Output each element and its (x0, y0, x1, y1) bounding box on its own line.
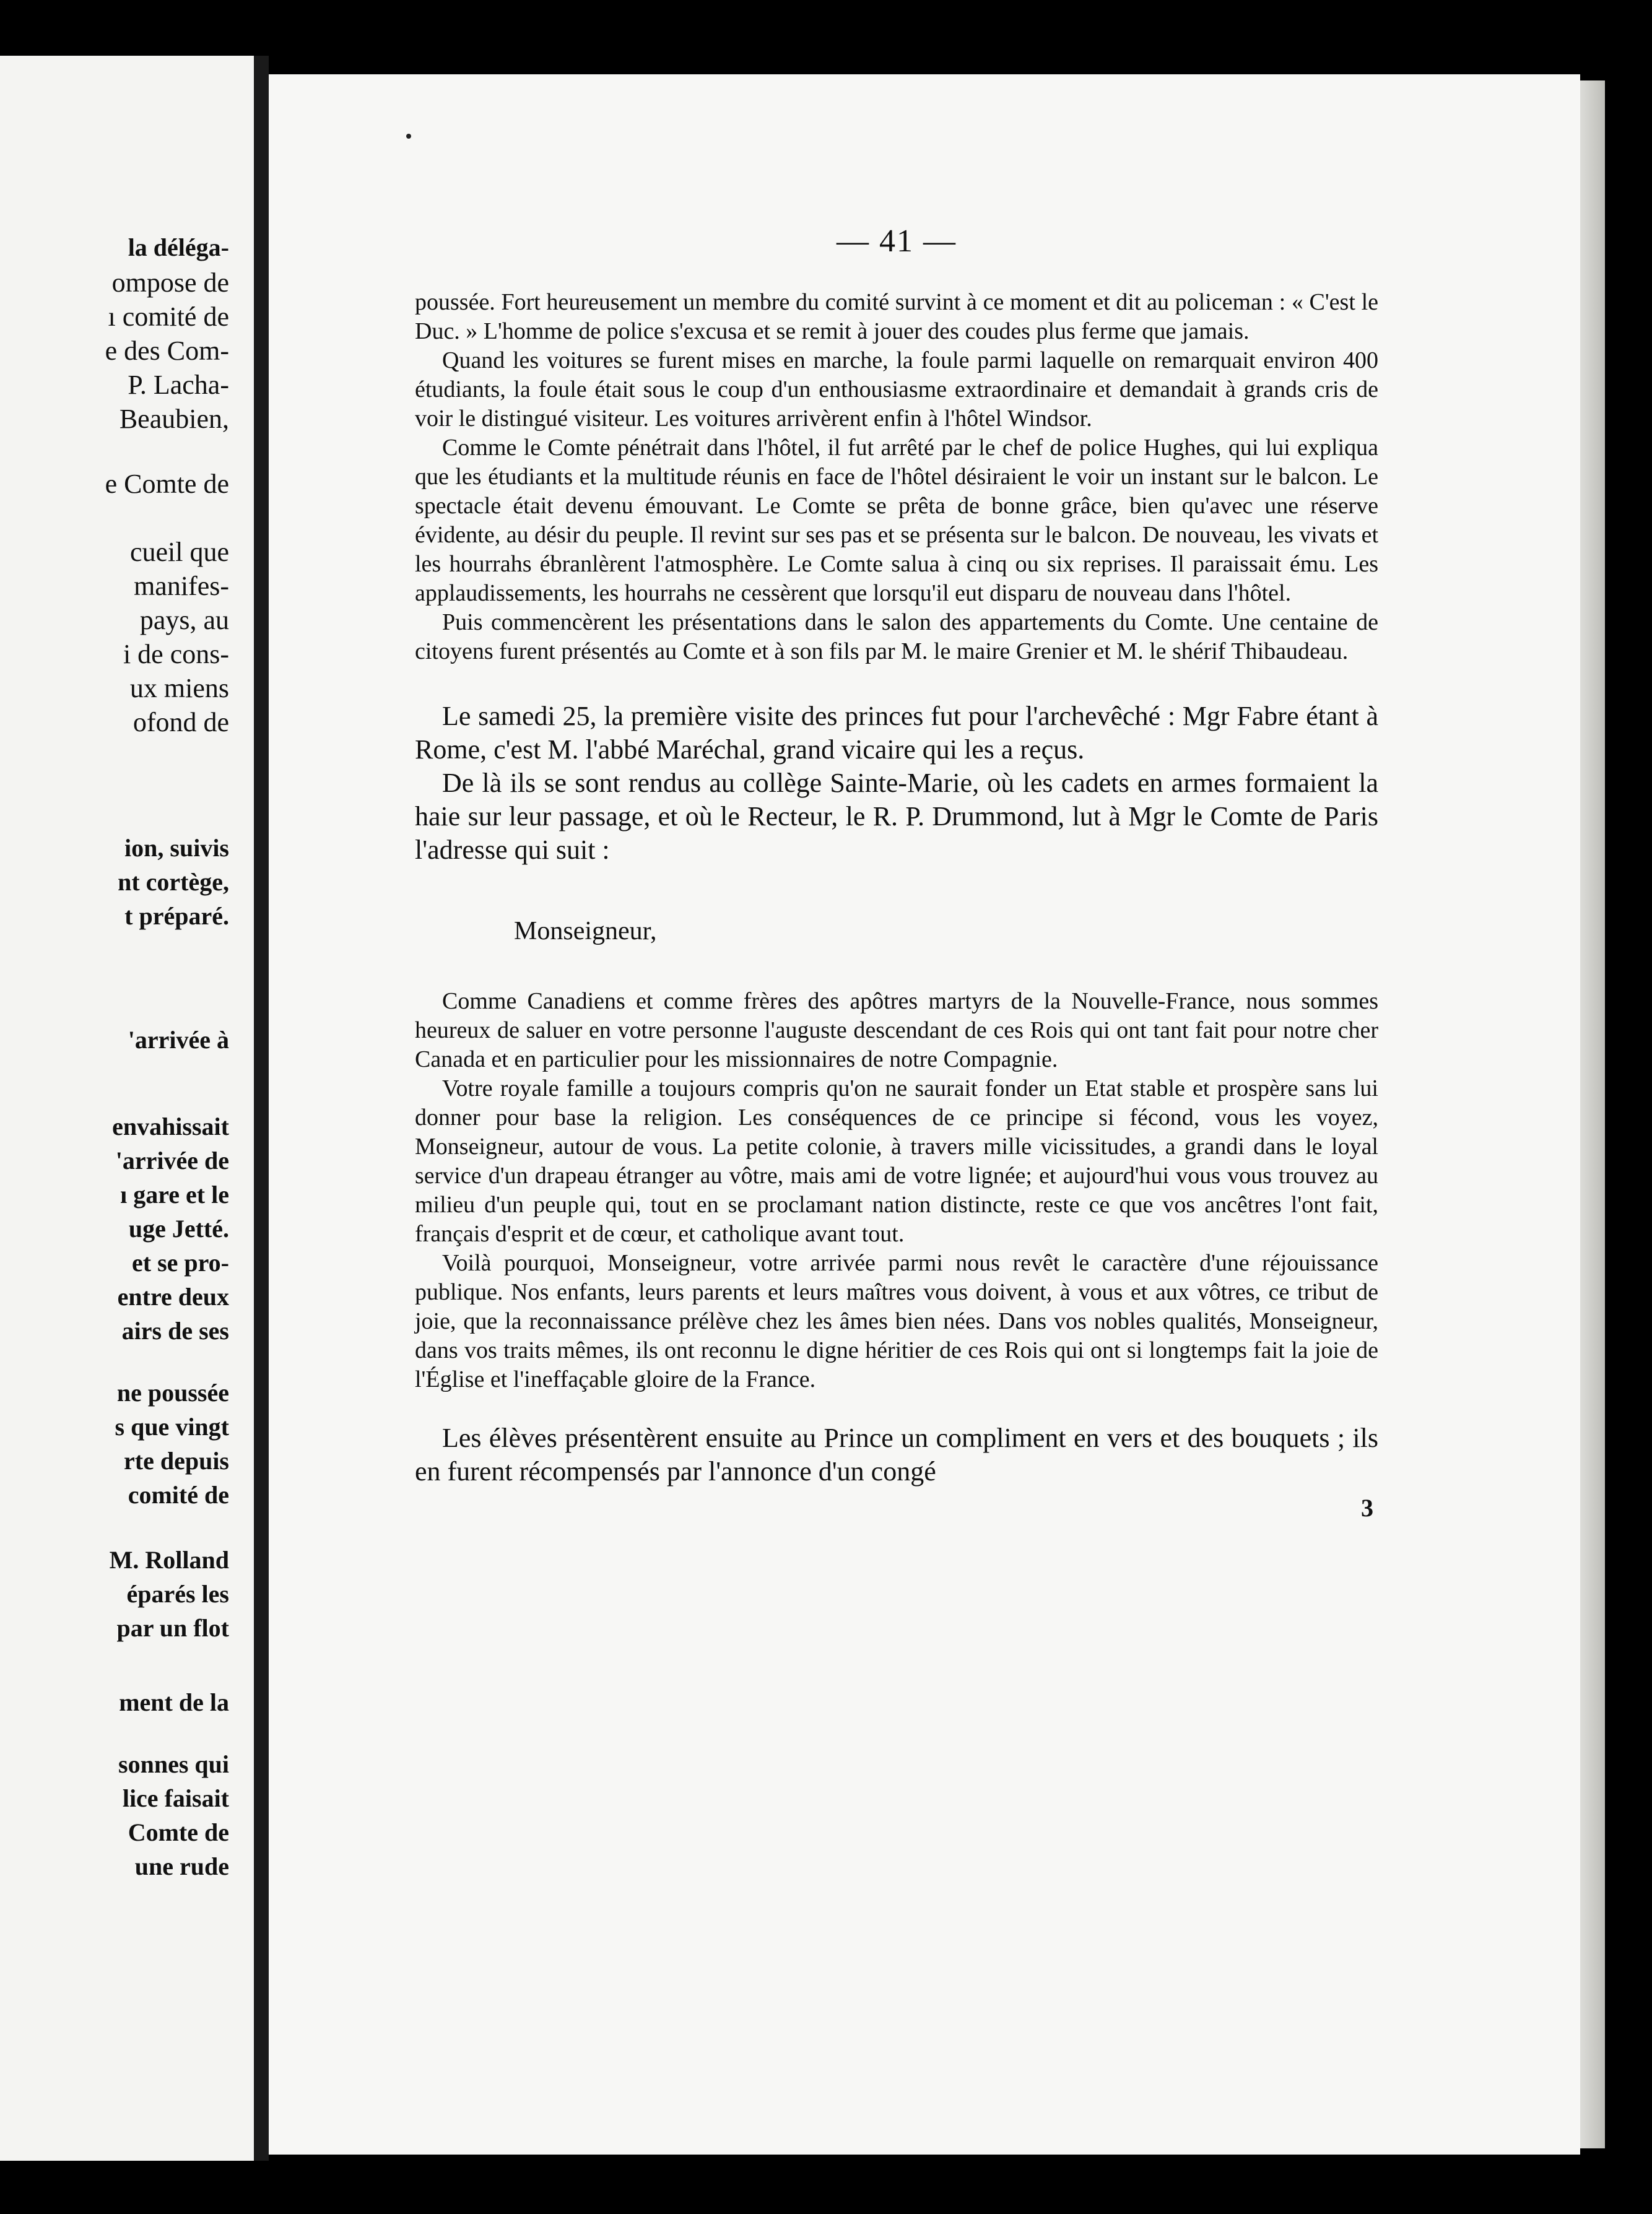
paragraph-archeveche: Le samedi 25, la première visite des princes fut pour l'archevêché : Mgr Fabre étant à Rome, c'est M. l'abbé Maréchal, grand vicaire qui les a reçus. (415, 701, 1378, 765)
left-page-line: e des Com- (105, 336, 229, 366)
left-page-line: ofond de (133, 707, 229, 737)
book-spine (254, 56, 269, 2161)
speck (406, 134, 411, 139)
left-page-line: entre deux (117, 1283, 229, 1311)
left-page-line: une rude (134, 1852, 229, 1880)
left-page-line: ux miens (129, 673, 229, 703)
paragraph-continuation: poussée. Fort heureusement un membre du comité survint à ce moment et dit au policeman : « C'est le Duc. » L'homme de police s'excusa et se remit à jouer des coudes plus ferme que jamais. (415, 289, 1378, 344)
left-page-line: rte depuis (124, 1447, 229, 1475)
left-page-line: s que vingt (115, 1413, 229, 1441)
left-page-line: 'arrivée de (115, 1147, 229, 1174)
left-page-line: cueil que (129, 537, 229, 567)
left-page-line: lice faisait (122, 1784, 229, 1812)
left-page-line: pays, au (139, 605, 229, 635)
closing-paragraph: Les élèves présentèrent ensuite au Prince un compliment en vers et des bouquets ; ils en furent récompensés par l'annonce d'un congé (415, 1423, 1378, 1487)
left-page-line: comité de (128, 1481, 229, 1509)
page-edge (1580, 80, 1605, 2148)
paragraph-carriages: Quand les voitures se furent mises en marche, la foule parmi laquelle on remarquait environ 400 étudiants, la foule était sous le coup d'un enthousiasme extraordinaire et demandait à grands cris de voir le distingué visiteur. Les voitures arrivèrent enfin à l'hôtel Windsor. (415, 347, 1378, 432)
left-page-line: par un flot (116, 1614, 229, 1642)
page-content (415, 223, 1378, 1522)
left-page-line: sonnes qui (118, 1750, 229, 1778)
left-page-line: ompose de (111, 267, 229, 298)
right-page (269, 74, 1580, 2155)
left-page-line: e Comte de (105, 469, 229, 499)
left-page-line: M. Rolland (109, 1546, 229, 1574)
left-page-line: i de cons- (123, 639, 229, 669)
left-page-line: manifes- (134, 571, 229, 601)
left-page-line: ne poussée (116, 1379, 229, 1407)
paragraph-college: De là ils se sont rendus au collège Sainte-Marie, où les cadets en armes formaient la haie sur leur passage, et où le Recteur, le R. P. Drummond, lut à Mgr le Comte de Paris l'adresse qui suit : (415, 768, 1378, 865)
address-paragraph: Comme Canadiens et comme frères des apôtres martyrs de la Nouvelle-France, nous sommes heureux de saluer en votre personne l'auguste descendant de ces Rois qui ont tant fait pour notre cher Canada et en particulier pour les missionnaires de notre Compagnie. (415, 988, 1378, 1072)
left-page-line: Beaubien, (119, 404, 229, 434)
left-page-line: envahissait (112, 1113, 229, 1140)
left-page-line: Comte de (128, 1818, 229, 1846)
address-paragraph: Voilà pourquoi, Monseigneur, votre arrivée parmi nous revêt le caractère d'une réjouissance publique. Nos enfants, leurs parents et leurs maîtres vous doivent, à vous et aux vôtres, ce tribut de joie, que la reconnaissance prélève chez les âmes bien nées. Dans vos nobles qualités, Monseigneur, dans vos traits mêmes, ils ont reconnu le digne héritier de ces Rois qui ont si longtemps fait la joie de l'Église et l'ineffaçable gloire de la France. (415, 1250, 1378, 1392)
left-page-line: ion, suivis (124, 834, 229, 862)
address-paragraph: Votre royale famille a toujours compris qu'on ne saurait fonder un Etat stable et prospère sans lui donner pour base la religion. Les conséquences de ce principe si fécond, vous les voyez, Monseigneur, autour de vous. La petite colonie, à travers mille vicissitudes, a grandi dans le loyal service d'un drapeau étranger au vôtre, mais ami de votre lignée; et aujourd'hui vous vous trouvez au milieu d'un peuple qui, tout en se proclamant nation distincte, reste ce que vos ancêtres l'ont fait, français d'esprit et de cœur, et catholique avant tout. (415, 1075, 1378, 1247)
left-page-line: nt cortège, (118, 868, 229, 896)
signature-mark: 3 (1361, 1494, 1373, 1522)
left-page-line: t préparé. (124, 902, 229, 930)
left-page-line: éparés les (126, 1580, 229, 1608)
left-page-line: et se pro- (132, 1249, 229, 1277)
left-page-line: 'arrivée à (128, 1026, 229, 1054)
page-number: — 41 — (837, 224, 957, 259)
left-page-line: la déléga- (128, 233, 229, 261)
paragraph-presentations: Puis commencèrent les présentations dans le salon des appartements du Comte. Une centaine de citoyens furent présentés au Comte et à son fils par M. le maire Grenier et M. le shérif Thibaudeau. (415, 609, 1378, 664)
left-page-line: uge Jetté. (128, 1215, 229, 1243)
left-page-line: ı gare et le (120, 1181, 229, 1209)
address-salutation: Monseigneur, (514, 917, 657, 945)
left-page-line: ı comité de (108, 302, 229, 332)
left-page-line: ment de la (119, 1688, 229, 1716)
left-page-line: P. Lacha- (128, 370, 229, 400)
paragraph-balcony: Comme le Comte pénétrait dans l'hôtel, il fut arrêté par le chef de police Hughes, qui lui expliqua que les étudiants et la multitude réunis en face de l'hôtel désiraient le voir un instant sur le balcon. Le spectacle était devenu émouvant. Le Comte se prêta de bonne grâce, bien qu'avec une réserve évidente, au désir du peuple. Il revint sur ses pas et se présenta sur le balcon. De nouveau, les vivats et les hourrahs ébranlèrent l'atmosphère. Le Comte salua à cinq ou six reprises. Il paraissait ému. Les applaudissements, les hourrahs ne cessèrent que lorsqu'il eut disparu de nouveau dans l'hôtel. (415, 435, 1378, 606)
left-page-fragment (0, 56, 254, 2161)
left-page-line: airs de ses (121, 1317, 229, 1345)
